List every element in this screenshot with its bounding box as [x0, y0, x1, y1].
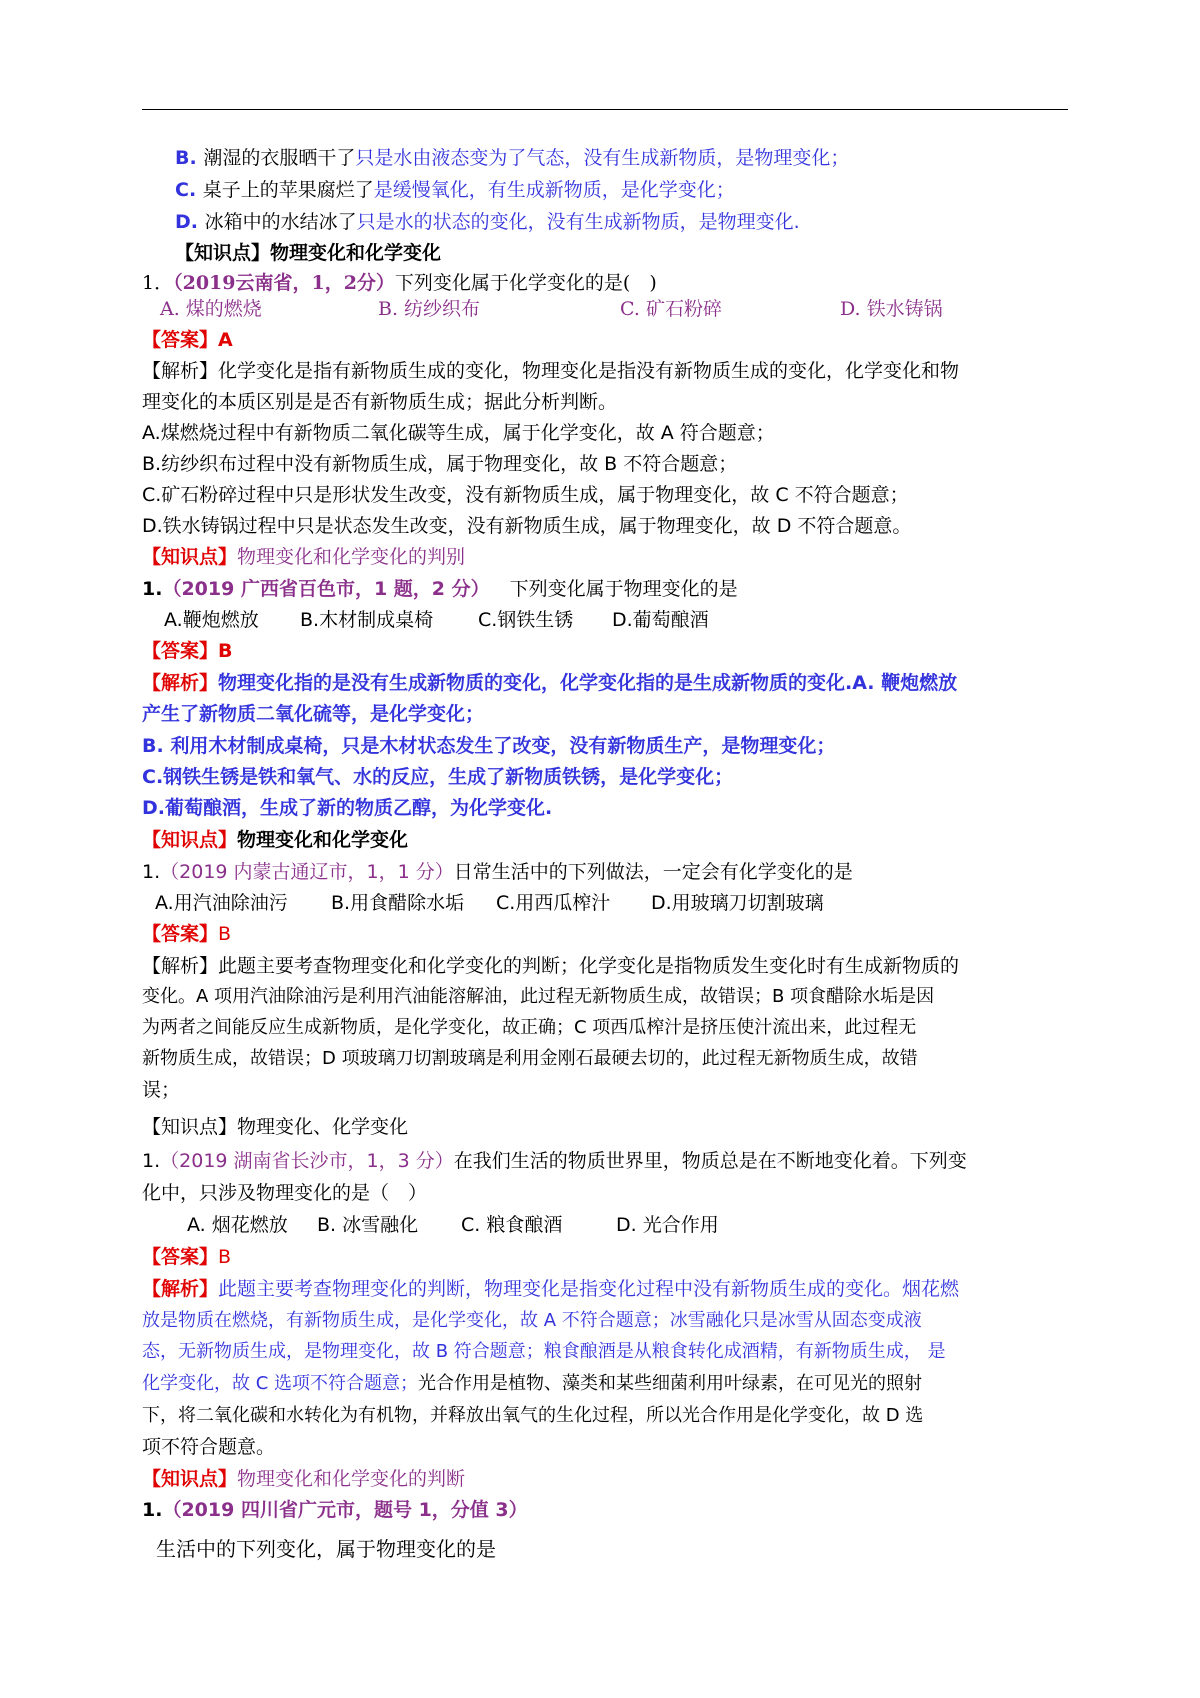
q3-explanation-line-3: 为两者之间能反应生成新物质，是化学变化，故正确；C 项西瓜榨汁是挤压使汁流出来，此过程无 — [142, 1017, 917, 1038]
q0-option-b: B. 潮湿的衣服晒干了只是水由液态变为了气态，没有生成新物质，是物理变化； — [175, 147, 850, 169]
q4-explanation-line-6: 项不符合题意。 — [142, 1436, 276, 1458]
q2-option-d: D.葡萄酿酒 — [612, 609, 709, 631]
q2-question: 1.（2019 广西省百色市，1 题，2 分） 下列变化属于物理变化的是 — [142, 578, 738, 600]
q1-explanation-line-5: C.矿石粉碎过程中只是形状发生改变，没有新物质生成，属于物理变化，故 C 不符合题意； — [142, 484, 909, 506]
q1-knowledge-point: 【知识点】物理变化和化学变化的判别 — [142, 546, 466, 568]
q3-explanation-line-1: 【解析】此题主要考查物理变化和化学变化的判断；化学变化是指物质发生变化时有生成新物质的 — [142, 955, 960, 977]
q1-explanation-line-1: 【解析】化学变化是指有新物质生成的变化，物理变化是指没有新物质生成的变化，化学变化和物 — [142, 360, 960, 382]
q4-explanation-line-3: 态，无新物质生成，是物理变化，故 B 符合题意；粮食酿酒是从粮食转化成酒精，有新物质生成， 是 — [142, 1341, 946, 1362]
q1-explanation-line-4: B.纺纱织布过程中没有新物质生成，属于物理变化，故 B 不符合题意； — [142, 453, 738, 475]
q3-option-a: A.用汽油除油污 — [155, 892, 288, 914]
q4-option-b: B. 冰雪融化 — [317, 1214, 419, 1236]
q4-question-line-1: 1.（2019 湖南省长沙市，1，3 分）在我们生活的物质世界里，物质总是在不断地变化着。下列变 — [142, 1150, 967, 1172]
q2-answer: 【答案】B — [142, 640, 233, 662]
q4-question-line-2: 化中，只涉及物理变化的是（ ） — [142, 1182, 428, 1204]
q4-knowledge-point: 【知识点】物理变化和化学变化的判断 — [142, 1468, 466, 1490]
q1-option-d: D. 铁水铸锅 — [840, 298, 943, 320]
q3-option-b: B.用食醋除水垢 — [331, 892, 465, 914]
q3-question: 1.（2019 内蒙古通辽市，1，1 分）日常生活中的下列做法，一定会有化学变化的是 — [142, 861, 853, 883]
q5-stem: 生活中的下列变化，属于物理变化的是 — [156, 1537, 496, 1561]
q3-answer: 【答案】B — [142, 923, 232, 945]
q1-option-c: C. 矿石粉碎 — [620, 298, 722, 320]
q3-explanation-line-4: 新物质生成，故错误；D 项玻璃刀切割玻璃是利用金刚石最硬去切的，此过程无新物质生成，故错 — [142, 1048, 918, 1069]
q4-explanation-line-1: 【解析】此题主要考查物理变化的判断，物理变化是指变化过程中没有新物质生成的变化。烟花燃 — [142, 1278, 960, 1300]
q0-option-c: C. 桌子上的苹果腐烂了是缓慢氧化，有生成新物质，是化学变化； — [175, 179, 735, 201]
q4-explanation-line-2: 放是物质在燃烧，有新物质生成，是化学变化，故 A 不符合题意；冰雪融化只是冰雪从固态变成液 — [142, 1310, 922, 1331]
q2-explanation-line-3: B. 利用木材制成桌椅，只是木材状态发生了改变，没有新物质生产，是物理变化； — [142, 735, 836, 757]
q2-explanation-line-1: 【解析】物理变化指的是没有生成新物质的变化，化学变化指的是生成新物质的变化.A. 鞭炮燃放 — [142, 672, 958, 694]
q2-knowledge-point: 【知识点】物理变化和化学变化 — [142, 829, 409, 851]
q2-option-a: A.鞭炮燃放 — [164, 609, 259, 631]
q3-explanation-line-5: 误； — [142, 1079, 181, 1101]
q2-explanation-line-4: C.钢铁生锈是铁和氧气、水的反应，生成了新物质铁锈，是化学变化； — [142, 766, 734, 788]
q0-knowledge-point: 【知识点】物理变化和化学变化 — [175, 242, 442, 264]
q2-option-b: B.木材制成桌椅 — [300, 609, 434, 631]
q3-knowledge-point: 【知识点】物理变化、化学变化 — [142, 1116, 409, 1138]
q2-explanation-line-2: 产生了新物质二氧化硫等，是化学变化； — [142, 703, 485, 725]
q1-question: 1．（2019云南省，1，2分）下列变化属于化学变化的是( ) — [142, 272, 657, 294]
q4-explanation-line-4: 化学变化，故 C 选项不符合题意；光合作用是植物、藻类和某些细菌利用叶绿素，在可见光的照射 — [142, 1373, 923, 1394]
q4-option-a: A. 烟花燃放 — [187, 1214, 288, 1236]
q3-option-d: D.用玻璃刀切割玻璃 — [651, 892, 824, 914]
q1-option-b: B. 纺纱织布 — [378, 298, 481, 320]
q4-option-d: D. 光合作用 — [616, 1214, 719, 1236]
q1-explanation-line-3: A.煤燃烧过程中有新物质二氧化碳等生成，属于化学变化，故 A 符合题意； — [142, 422, 775, 444]
q1-explanation-line-2: 理变化的本质区别是是否有新物质生成；据此分析判断。 — [142, 391, 618, 413]
q0-option-d: D. 冰箱中的水结冰了只是水的状态的变化，没有生成新物质，是物理变化. — [175, 211, 800, 233]
header-rule — [142, 109, 1068, 110]
q1-answer: 【答案】A — [142, 329, 233, 351]
q2-option-c: C.钢铁生锈 — [478, 609, 574, 631]
q2-explanation-line-5: D.葡萄酿酒，生成了新的物质乙醇，为化学变化. — [142, 797, 553, 819]
q4-answer: 【答案】B — [142, 1246, 232, 1268]
q1-option-a: A. 煤的燃烧 — [160, 298, 262, 320]
q3-explanation-line-2: 变化。A 项用汽油除油污是利用汽油能溶解油，此过程无新物质生成，故错误；B 项食醋除水垢是因 — [142, 986, 935, 1007]
q5-question: 1.（2019 四川省广元市，题号 1，分值 3） — [142, 1499, 528, 1521]
q4-explanation-line-5: 下，将二氧化碳和水转化为有机物，并释放出氧气的生化过程，所以光合作用是化学变化，故 D 选 — [142, 1405, 924, 1426]
q3-option-c: C.用西瓜榨汁 — [496, 892, 611, 914]
q1-explanation-line-6: D.铁水铸锅过程中只是状态发生改变，没有新物质生成，属于物理变化，故 D 不符合题意。 — [142, 515, 912, 537]
q4-option-c: C. 粮食酿酒 — [461, 1214, 563, 1236]
